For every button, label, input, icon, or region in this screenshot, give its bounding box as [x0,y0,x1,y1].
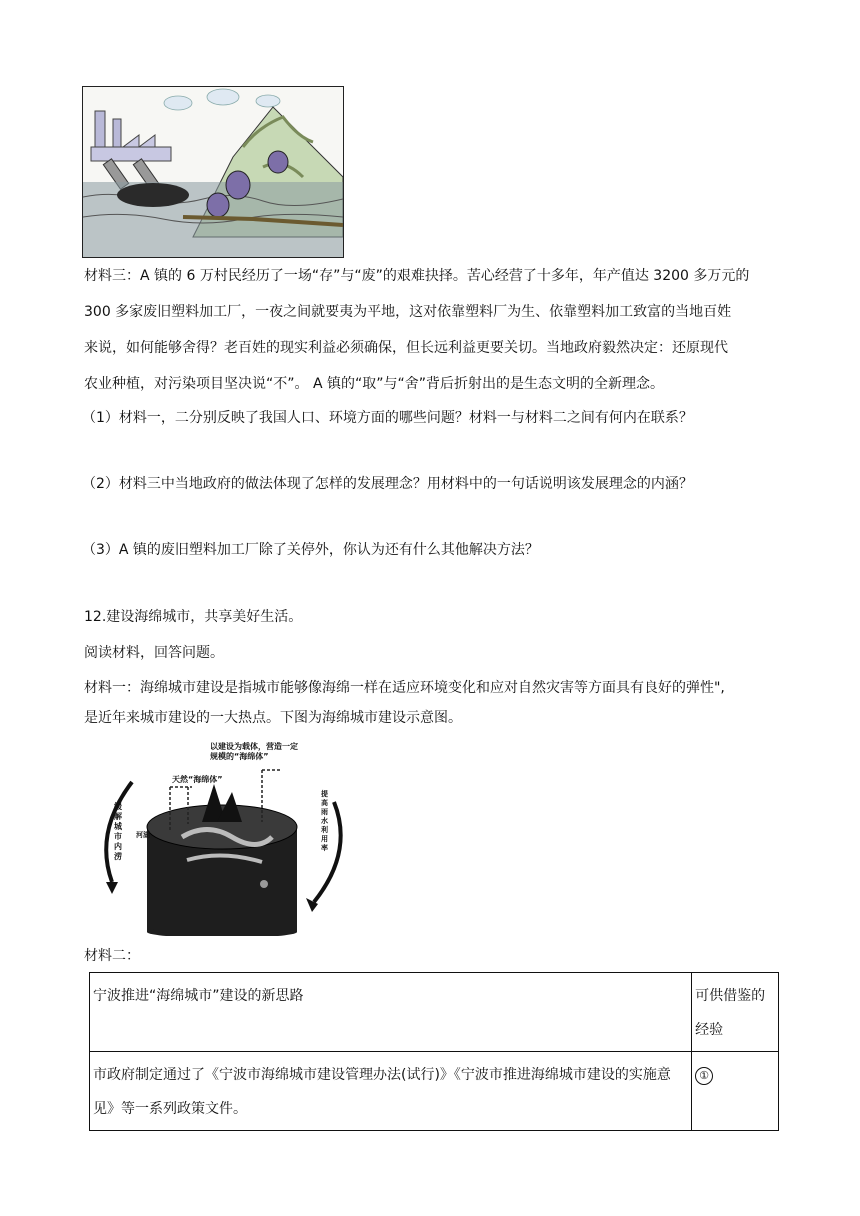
table-header-experience: 可供借鉴的经验 [692,973,779,1052]
material2-label: 材料二： [84,948,140,964]
diagram-label-top: 以建设为载体，营造一定规模的“海绵体” [210,742,298,761]
answer-marker: ① [695,1067,713,1085]
q12-title: 12.建设海绵城市，共享美好生活。 [84,609,303,625]
diagram-label-left: 缓解城市内涝 [114,802,122,861]
material3-line-1: 材料三：A 镇的 6 万村民经历了一场“存”与“废”的艰难抉择。苦心经营了十多年，年产值达 3200 多万元的 [84,268,750,284]
material3-line-4: 农业种植，对污染项目坚决说“不”。 A 镇的“取”与“舍”背后折射出的是生态文明的全新理念。 [84,376,664,392]
pollution-scene-graphic [83,87,343,257]
question-1: （1）材料一，二分别反映了我国人口、环境方面的哪些问题？材料一与材料二之间有何内在联系？ [82,410,693,426]
material3-line-2: 300 多家废旧塑料加工厂，一夜之间就要夷为平地，这对依靠塑料厂为生、依靠塑料加工致富的当地百姓 [84,304,732,320]
table-cell-policy: 市政府制定通过了《宁波市海绵城市建设管理办法(试行)》《宁波市推进海绵城市建设的实施意见》等一系列政策文件。 [90,1052,692,1131]
question-2: （2）材料三中当地政府的做法体现了怎样的发展理念？用材料中的一句话说明该发展理念的内涵？ [82,476,693,492]
question-3: （3）A 镇的废旧塑料加工厂除了关停外，你认为还有什么其他解决方法？ [82,542,539,558]
table-header-row [90,973,779,1052]
diagram-label-right: 提高雨水利用率 [321,790,328,852]
pollution-illustration [82,86,344,258]
sponge-city-graphic [92,742,354,936]
material3-line-3: 来说，如何能够舍得？老百姓的现实利益必须确保，但长远利益更要关切。当地政府毅然决定：还原现代 [84,340,728,356]
table-header-idea: 宁波推进“海绵城市”建设的新思路 [90,973,692,1052]
table-row [90,1052,779,1131]
diagram-label-natural: 天然“海绵体” [172,775,223,784]
sponge-city-diagram [92,742,354,936]
material1-line-2: 是近年来城市建设的一大热点。下图为海绵城市建设示意图。 [84,710,462,726]
table-cell-answer-slot [692,1052,779,1131]
material1-line-1: 材料一：海绵城市建设是指城市能够像海绵一样在适应环境变化和应对自然灾害等方面具有良好的弹性", [84,680,725,696]
experience-table [89,972,779,1131]
diagram-label-side: 河湖 [136,831,150,839]
q12-instruction: 阅读材料，回答问题。 [84,645,224,661]
